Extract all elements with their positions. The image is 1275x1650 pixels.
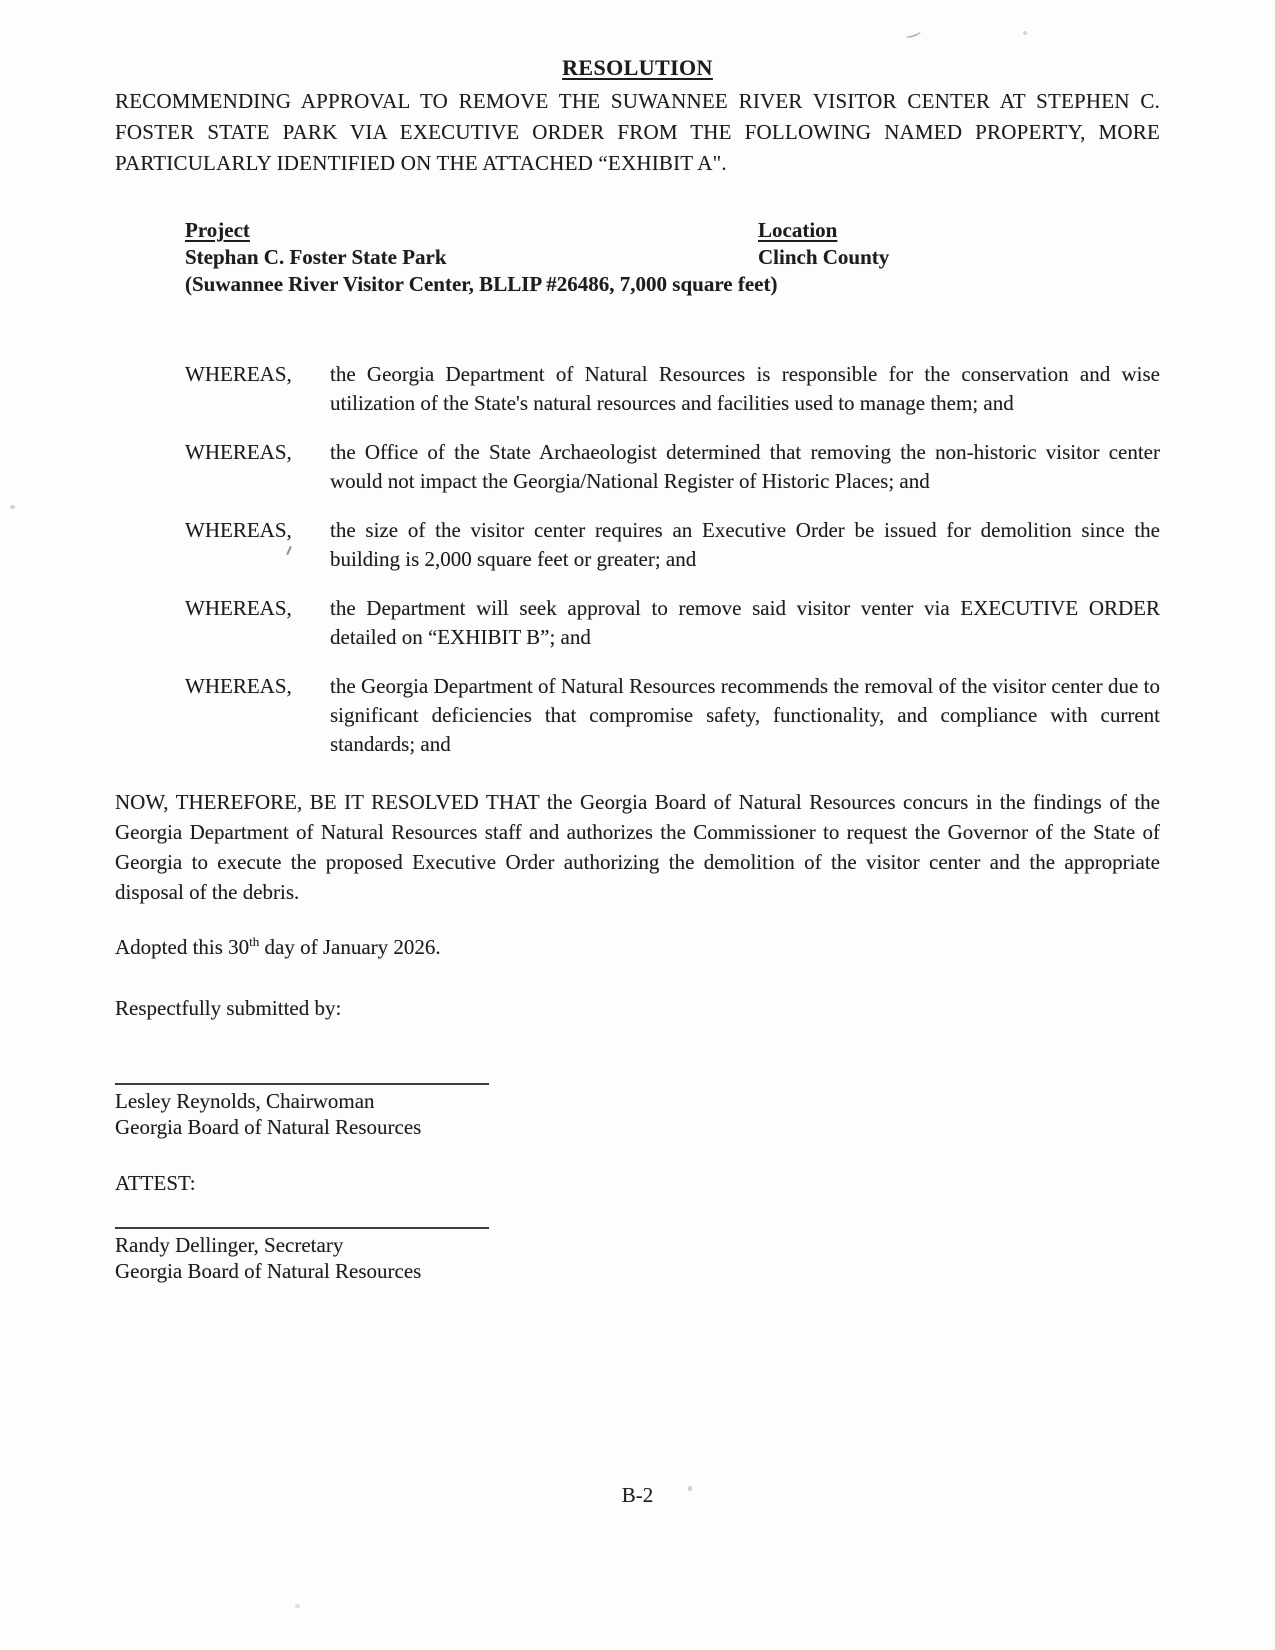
location-value: Clinch County bbox=[758, 245, 890, 269]
signer-organization: Georgia Board of Natural Resources bbox=[115, 1259, 422, 1283]
document-heading: RECOMMENDING APPROVAL TO REMOVE THE SUWANNEE RIVER VISITOR CENTER AT STEPHEN C. FOSTER STATE PARK VIA EXECUTIVE ORDER FROM THE FOLLOWING NAMED PROPERTY, MORE PARTICULARLY IDENTIFIED ON THE ATTACHED “EXHIBIT A". bbox=[115, 89, 1160, 175]
project-detail-row bbox=[185, 271, 1160, 298]
project-label: Project bbox=[185, 218, 250, 242]
submitted-by-label: Respectfully submitted by: bbox=[115, 996, 342, 1020]
whereas-text: the Georgia Department of Natural Resources recommends the removal of the visitor center due to significant deficiencies that compromise safety, functionality, and compliance with current standards; and bbox=[330, 674, 1160, 756]
whereas-text: the Office of the State Archaeologist determined that removing the non-historic visitor center would not impact the Georgia/National Register of Historic Places; and bbox=[330, 440, 1160, 493]
signature-line bbox=[115, 1083, 489, 1085]
whereas-label: WHEREAS, bbox=[185, 596, 292, 620]
whereas-text: the Georgia Department of Natural Resources is responsible for the conservation and wise utilization of the State's natural resources and facilities used to manage them; and bbox=[330, 362, 1160, 415]
adopted-date-line: Adopted this 30th day of January 2026. bbox=[115, 934, 441, 959]
whereas-label: WHEREAS, bbox=[185, 440, 292, 464]
whereas-text: the Department will seek approval to remove said visitor venter via EXECUTIVE ORDER detailed on “EXHIBIT B”; and bbox=[330, 596, 1160, 649]
signature-line bbox=[115, 1227, 489, 1229]
page-number: B-2 bbox=[621, 1483, 654, 1507]
ordinal-superscript: th bbox=[249, 934, 260, 949]
whereas-text: the size of the visitor center requires an Executive Order be issued for demolition since the building is 2,000 square feet or greater; and bbox=[330, 518, 1160, 571]
document-title: RESOLUTION bbox=[562, 55, 713, 80]
signer-name-title: Randy Dellinger, Secretary bbox=[115, 1233, 344, 1257]
signer-organization: Georgia Board of Natural Resources bbox=[115, 1115, 422, 1139]
whereas-clause bbox=[115, 438, 1160, 496]
signature-block-chairwoman bbox=[115, 1083, 1160, 1140]
scan-artifact-dot bbox=[295, 1604, 300, 1608]
project-name: Stephan C. Foster State Park bbox=[185, 245, 447, 269]
whereas-label: WHEREAS, bbox=[185, 518, 292, 542]
attest-label: ATTEST: bbox=[115, 1171, 196, 1195]
project-location-value-row bbox=[185, 244, 1160, 271]
whereas-clause bbox=[115, 672, 1160, 759]
project-detail: (Suwannee River Visitor Center, BLLIP #26486, 7,000 square feet) bbox=[185, 272, 778, 296]
whereas-label: WHEREAS, bbox=[185, 362, 292, 386]
whereas-clause bbox=[115, 360, 1160, 418]
whereas-label: WHEREAS, bbox=[185, 674, 292, 698]
project-location-block bbox=[185, 217, 1160, 298]
project-location-header-row bbox=[185, 217, 1160, 244]
whereas-clause bbox=[115, 594, 1160, 652]
signature-block-secretary bbox=[115, 1227, 1160, 1284]
location-label: Location bbox=[758, 218, 838, 242]
document-content bbox=[115, 0, 1160, 1284]
whereas-clause bbox=[115, 516, 1160, 574]
scan-artifact-dot bbox=[10, 505, 15, 509]
signer-name-title: Lesley Reynolds, Chairwoman bbox=[115, 1089, 375, 1113]
resolution-paragraph: NOW, THEREFORE, BE IT RESOLVED THAT the Georgia Board of Natural Resources concurs in the findings of the Georgia Department of Natural Resources staff and authorizes the Commissioner to request the Governor of the State of Georgia to execute the proposed Executive Order authorizing the demolition of the visitor center and the appropriate disposal of the debris. bbox=[115, 790, 1160, 904]
whereas-section bbox=[115, 360, 1160, 759]
